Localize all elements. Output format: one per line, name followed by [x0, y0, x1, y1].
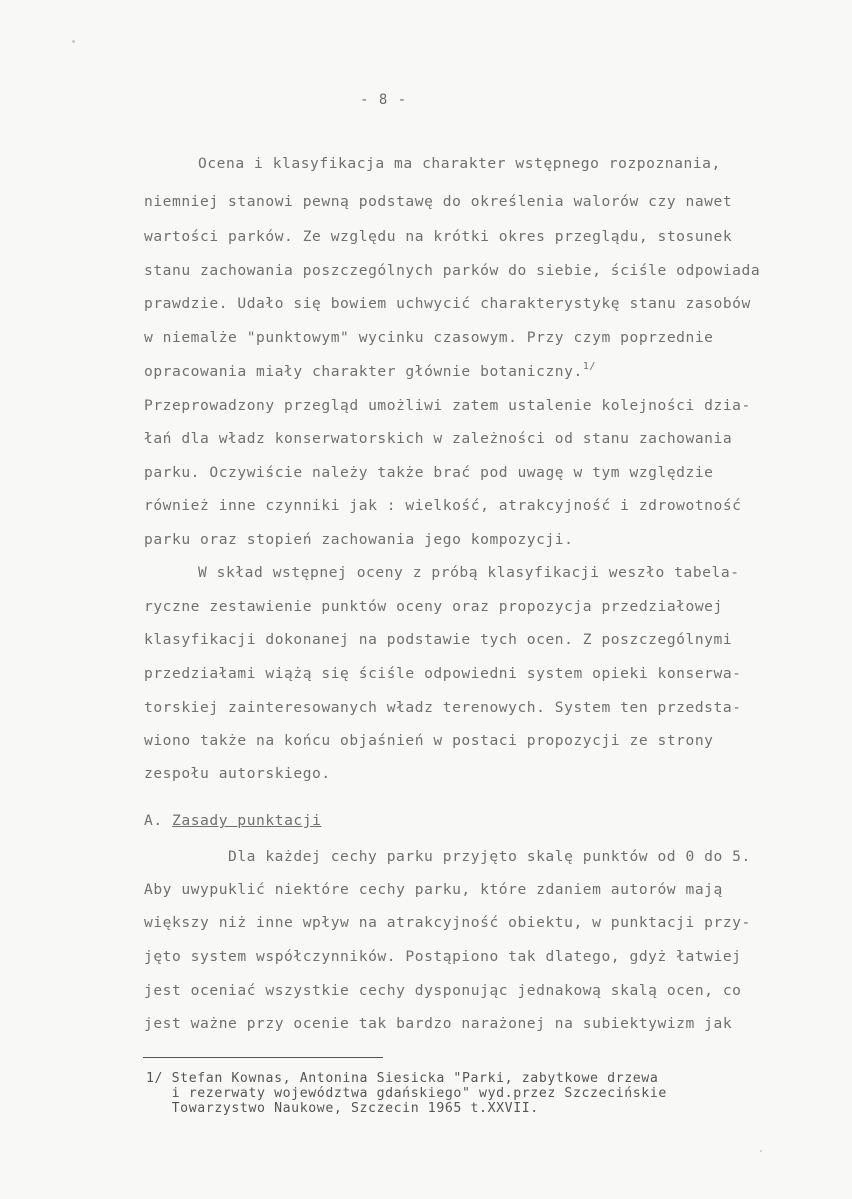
- page-number: - 8 -: [360, 92, 408, 108]
- footnote-reference: 1/: [582, 361, 596, 372]
- section-heading-title: Zasady punktacji: [172, 812, 322, 829]
- p1-line-4: stanu zachowania poszczególnych parków do siebie, ściśle odpowiada: [144, 262, 761, 279]
- p4-line-3: większy niż inne wpływ na atrakcyjność obiektu, w punktacji przy-: [144, 914, 751, 931]
- footnote-line-3: Towarzystwo Naukowe, Szczecin 1965 t.XXVII.: [146, 1101, 539, 1116]
- section-heading: [144, 812, 321, 829]
- footnote-line-2: i rezerwaty województwa gdańskiego" wyd.przez Szczecińskie: [146, 1086, 667, 1101]
- p3-line-2: ryczne zestawienie punktów oceny oraz propozycja przedziałowej: [144, 598, 723, 615]
- section-heading-prefix: A.: [144, 812, 163, 829]
- scan-speck: [72, 40, 75, 43]
- p4-line-2: Aby uwypuklić niektóre cechy parku, które zdaniem autorów mają: [144, 881, 723, 898]
- p3-line-4: przedziałami wiążą się ściśle odpowiedni system opieki konserwa-: [144, 665, 742, 682]
- p4-line-5: jest oceniać wszystkie cechy dysponując jednakową skalą ocen, co: [144, 982, 742, 999]
- p3-line-6: wiono także na końcu objaśnień w postaci propozycji ze strony: [144, 732, 714, 749]
- p1-line-3: wartości parków. Ze względu na krótki okres przeglądu, stosunek: [144, 228, 733, 245]
- p1-line-6: w niemalże "punktowym" wycinku czasowym. Przy czym poprzednie: [144, 329, 714, 346]
- p1-line-7: [144, 363, 596, 380]
- footnote-line-1: 1/ Stefan Kownas, Antonina Siesicka "Parki, zabytkowe drzewa: [146, 1071, 659, 1086]
- scan-speck: [760, 1150, 762, 1152]
- p1-line-2: niemniej stanowi pewną podstawę do określenia walorów czy nawet: [144, 193, 733, 210]
- p2-line-3: parku. Oczywiście należy także brać pod uwagę w tym względzie: [144, 464, 714, 481]
- p1-line-1: Ocena i klasyfikacja ma charakter wstępnego rozpoznania,: [198, 155, 721, 172]
- p2-line-4: również inne czynniki jak : wielkość, atrakcyjność i zdrowotność: [144, 497, 742, 514]
- p4-line-4: jęto system współczynników. Postąpiono tak dlatego, gdyż łatwiej: [144, 948, 742, 965]
- p1-line-5: prawdzie. Udało się bowiem uchwycić charakterystykę stanu zasobów: [144, 295, 751, 312]
- p2-line-1: Przeprowadzony przegląd umożliwi zatem ustalenie kolejności dzia-: [144, 397, 751, 414]
- p1-line-7-text: opracowania miały charakter głównie botaniczny.: [144, 363, 583, 380]
- p2-line-5: parku oraz stopień zachowania jego kompozycji.: [144, 531, 574, 548]
- p3-line-3: klasyfikacji dokonanej na podstawie tych ocen. Z poszczególnymi: [144, 631, 733, 648]
- p2-line-2: łań dla władz konserwatorskich w zależności od stanu zachowania: [144, 430, 733, 447]
- p3-line-7: zespołu autorskiego.: [144, 765, 331, 782]
- p3-line-5: torskiej zainteresowanych władz terenowych. System ten przedsta-: [144, 699, 742, 716]
- footnote-separator: [143, 1057, 383, 1058]
- p4-line-1: Dla każdej cechy parku przyjęto skalę punktów od 0 do 5.: [228, 848, 751, 865]
- p4-line-6: jest ważne przy ocenie tak bardzo narażonej na subiektywizm jak: [144, 1015, 733, 1032]
- p3-line-1: W skład wstępnej oceny z próbą klasyfikacji weszło tabela-: [198, 564, 740, 581]
